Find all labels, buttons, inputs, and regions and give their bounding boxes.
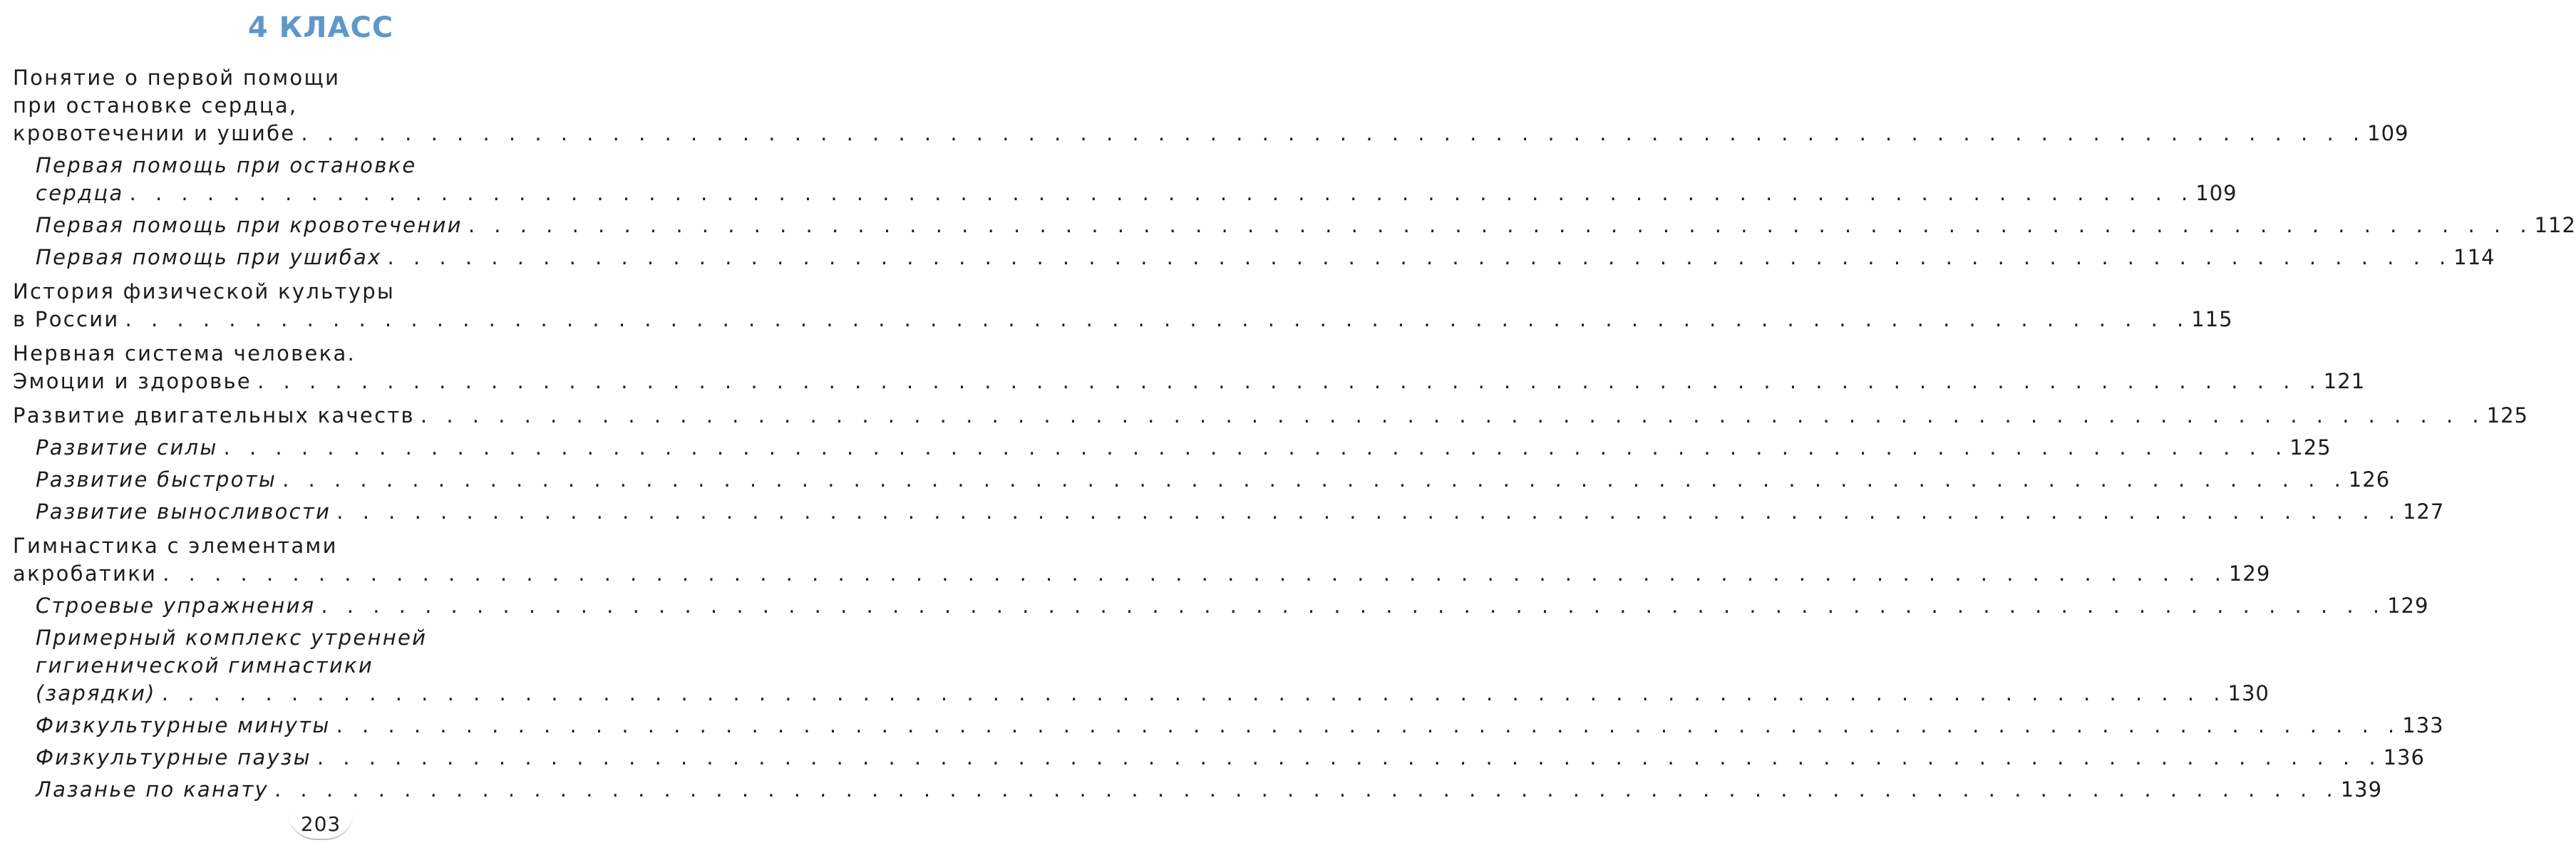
toc-row [36,244,2495,271]
toc-page-number: 125 [2289,435,2332,460]
toc-title-line: Развитие выносливости [36,499,331,524]
toc-entry [13,278,2233,333]
toc-title-line: Примерный комплекс утренней [36,626,428,650]
toc-title-line: Физкультурные паузы [36,745,311,770]
toc-page-number: 129 [2387,594,2429,618]
toc-row [36,712,2444,740]
toc-title-line: Первая помощь при кровотечении [36,213,463,237]
dot-leader: . . . . . . . . . . . . . . . . . . . . . . . . . . . . . . . . . . . . . . . . . . . . . . . . . . . . . . . . . . . . . . . . . . . . . . . . . . . . . . . . [274,777,2339,802]
page-number: 203 [288,812,354,840]
toc-page-number: 121 [2323,369,2366,393]
toc-title-line: сердца [36,181,124,205]
toc-page-number: 109 [2367,121,2409,145]
toc-page-number: 127 [2402,499,2445,524]
toc-title-line: в России [13,307,120,331]
toc-row [13,368,2366,395]
toc-row [13,120,2409,147]
toc-title-line: Первая помощь при остановке [36,153,417,177]
dot-leader: . . . . . . . . . . . . . . . . . . . . . . . . . . . . . . . . . . . . . . . . . . . . . . . . . . . . . . . . . . . . . . . . . . . . . . . . . . . . . . . . [282,467,2347,492]
dot-leader: . . . . . . . . . . . . . . . . . . . . . . . . . . . . . . . . . . . . . . . . . . . . . . . . . . . . . . . . . . . . . . . . . . . . . . . . . . . . . . . . [336,499,2401,524]
toc-subentry [13,624,2270,708]
toc-subentry [13,776,2383,804]
toc-title-line: Первая помощь при ушибах [36,245,382,269]
toc-title-line: при остановке сердца, [13,93,298,118]
dot-leader: . . . . . . . . . . . . . . . . . . . . . . . . . . . . . . . . . . . . . . . . . . . . . . . . . . . . . . . . . . . . . . . . . . . . . . . . . . . . . . . . [223,435,2289,460]
toc-subentry [13,212,2576,239]
toc-title-line: Лазанье по канату [36,777,269,802]
toc-page-number: 109 [2195,181,2237,205]
toc-title-line: гигиенической гимнастики [36,653,374,678]
toc-title-line: История физической культуры [13,279,396,304]
dot-leader: . . . . . . . . . . . . . . . . . . . . . . . . . . . . . . . . . . . . . . . . . . . . . . . . . . . . . . . . . . . . . . . . . . . . . . . . . . . . . . . . [321,594,2386,618]
toc-row [36,776,2383,804]
toc-subentry [13,498,2445,526]
toc-title-line: Развитие силы [36,435,218,460]
dot-leader: . . . . . . . . . . . . . . . . . . . . . . . . . . . . . . . . . . . . . . . . . . . . . . . . . . . . . . . . . . . . . . . . . . . . . . . . . . . . . . . . [420,403,2485,428]
toc-row [36,498,2445,526]
dot-leader: . . . . . . . . . . . . . . . . . . . . . . . . . . . . . . . . . . . . . . . . . . . . . . . . . . . . . . . . . . . . . . . . . . . . . . . . . . . . . . . . [257,369,2322,393]
toc-page-number: 112 [2534,213,2576,237]
dot-leader: . . . . . . . . . . . . . . . . . . . . . . . . . . . . . . . . . . . . . . . . . . . . . . . . . . . . . . . . . . . . . . . . . . . . . . . . . . . . . . . . [468,213,2533,237]
toc-page-number: 126 [2348,467,2391,492]
toc-row [36,744,2425,772]
toc-subentry [13,712,2444,740]
toc-title-line: Понятие о первой помощи [13,66,341,90]
toc-page-number: 115 [2191,307,2233,331]
toc-row [36,434,2332,462]
page-footer [0,812,642,840]
dot-leader: . . . . . . . . . . . . . . . . . . . . . . . . . . . . . . . . . . . . . . . . . . . . . . . . . . . . . . . . . . . . . . . . . . . . . . . . . . . . . . . . [301,121,2366,145]
toc-subentry [13,466,2391,494]
toc-entry [13,64,2409,147]
toc-title-line: (зарядки) [36,681,156,705]
toc-page-number: 133 [2402,713,2444,737]
toc-page-number: 130 [2227,681,2270,705]
toc-page-number: 139 [2340,777,2383,802]
table-of-contents [13,64,2576,804]
toc-subentry [13,592,2429,620]
toc-entry [13,402,2528,430]
toc-page-number: 129 [2228,561,2271,586]
toc-row [36,180,2237,207]
dot-leader: . . . . . . . . . . . . . . . . . . . . . . . . . . . . . . . . . . . . . . . . . . . . . . . . . . . . . . . . . . . . . . . . . . . . . . . . . . . . . . . . [161,681,2227,705]
toc-title-line: кровотечении и ушибе [13,121,296,145]
toc-title-line: Нервная система человека. [13,341,356,366]
dot-leader: . . . . . . . . . . . . . . . . . . . . . . . . . . . . . . . . . . . . . . . . . . . . . . . . . . . . . . . . . . . . . . . . . . . . . . . . . . . . . . . . [336,713,2401,737]
toc-subentry [13,152,2237,207]
toc-title-line: Развитие двигательных качеств [13,403,415,428]
toc-row [13,306,2233,333]
toc-entry [13,532,2271,588]
toc-title-line: Строевые упражнения [36,594,316,618]
section-heading: 4 КЛАСС [247,11,394,44]
toc-row [36,592,2429,620]
toc-page-number: 136 [2383,745,2425,770]
toc-row [36,680,2270,708]
toc-title-line: Физкультурные минуты [36,713,331,737]
dot-leader: . . . . . . . . . . . . . . . . . . . . . . . . . . . . . . . . . . . . . . . . . . . . . . . . . . . . . . . . . . . . . . . . . . . . . . . . . . . . . . . . [129,181,2195,205]
toc-page-number: 125 [2486,403,2528,428]
toc-row [36,212,2576,239]
dot-leader: . . . . . . . . . . . . . . . . . . . . . . . . . . . . . . . . . . . . . . . . . . . . . . . . . . . . . . . . . . . . . . . . . . . . . . . . . . . . . . . . [163,561,2227,586]
toc-page-number: 114 [2453,245,2495,269]
dot-leader: . . . . . . . . . . . . . . . . . . . . . . . . . . . . . . . . . . . . . . . . . . . . . . . . . . . . . . . . . . . . . . . . . . . . . . . . . . . . . . . . [387,245,2453,269]
dot-leader: . . . . . . . . . . . . . . . . . . . . . . . . . . . . . . . . . . . . . . . . . . . . . . . . . . . . . . . . . . . . . . . . . . . . . . . . . . . . . . . . [316,745,2382,770]
toc-subentry [13,744,2425,772]
toc-subentry [13,244,2495,271]
toc-row [13,560,2271,588]
toc-row [36,466,2391,494]
toc-title-line: Эмоции и здоровье [13,369,252,393]
toc-row [13,402,2528,430]
toc-subentry [13,434,2332,462]
toc-title-line: акробатики [13,561,158,586]
toc-entry [13,340,2366,395]
toc-title-line: Развитие быстроты [36,467,277,492]
dot-leader: . . . . . . . . . . . . . . . . . . . . . . . . . . . . . . . . . . . . . . . . . . . . . . . . . . . . . . . . . . . . . . . . . . . . . . . . . . . . . . . . [125,307,2190,331]
toc-title-line: Гимнастика с элементами [13,534,338,558]
